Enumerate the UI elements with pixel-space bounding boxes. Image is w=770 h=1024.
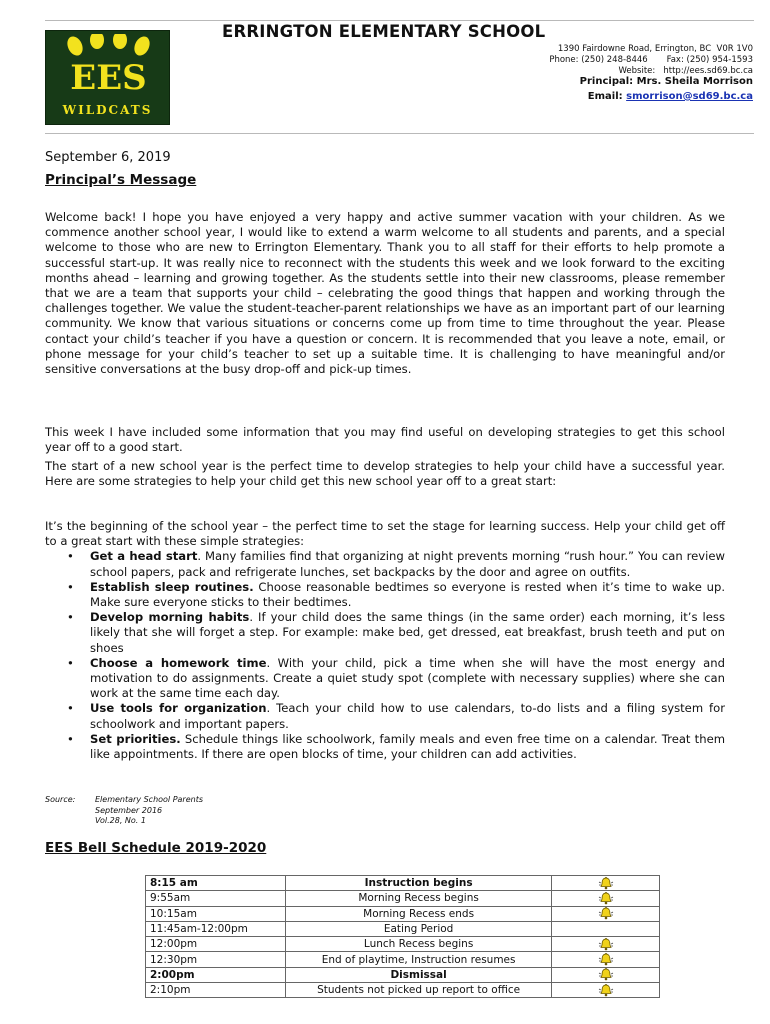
header-top-rule (45, 20, 754, 21)
school-logo (45, 30, 170, 125)
strategies-intro-paragraph (45, 459, 725, 489)
schedule-bell-cell (552, 937, 660, 952)
school-bell-icon (598, 907, 614, 920)
tip-title: Develop morning habits (90, 610, 250, 625)
schedule-row (146, 906, 660, 921)
school-bell-icon (598, 892, 614, 905)
school-bell-icon (598, 984, 614, 997)
schedule-time: 12:00pm (146, 937, 286, 952)
tip-text: . Teach your child how to use calendars, to-do lists and a filing system for schoolwork and important papers. (90, 701, 725, 731)
schedule-time: 2:00pm (146, 967, 286, 982)
tip-item (45, 580, 725, 610)
tip-item (45, 610, 725, 656)
source-label: Source: (45, 795, 76, 804)
schedule-row (146, 921, 660, 936)
tips-section (45, 519, 725, 762)
letter-date: September 6, 2019 (45, 150, 171, 165)
schedule-bell-cell (552, 906, 660, 921)
source-line: September 2016 (95, 805, 163, 815)
tip-title: Use tools for organization (90, 701, 267, 716)
tips-list (45, 549, 725, 762)
school-bell-icon (598, 938, 614, 951)
schedule-row (146, 967, 660, 982)
schedule-bell-cell (552, 876, 660, 891)
schedule-bell-cell (552, 952, 660, 967)
schedule-time: 12:30pm (146, 952, 286, 967)
principal-email-line (580, 89, 753, 104)
paw-print-icon (61, 34, 156, 96)
schedule-event: Morning Recess ends (286, 906, 552, 921)
tip-title: Establish sleep routines. (90, 579, 254, 594)
school-phone-fax: Phone: (250) 248-8446 Fax: (250) 954-1593 (549, 55, 753, 65)
tip-text: . Many families find that organizing at night prevents morning “rush hour.” You can review school papers, pack and refrigerate lunches, set backpacks by the door and agree on outfits. (90, 549, 725, 579)
schedule-event: Eating Period (286, 921, 552, 936)
principal-message-heading: Principal’s Message (45, 172, 197, 188)
tip-item (45, 549, 725, 579)
school-bell-icon (598, 968, 614, 981)
school-address: 1390 Fairdowne Road, Errington, BC V0R 1V0 (557, 44, 753, 54)
school-website: Website: http://ees.sd69.bc.ca (618, 66, 753, 76)
info-paragraph (45, 425, 725, 455)
schedule-bell-cell (552, 891, 660, 906)
schedule-event: Morning Recess begins (286, 891, 552, 906)
schedule-row (146, 937, 660, 952)
header-bottom-rule (45, 133, 754, 134)
bell-schedule-table (145, 875, 660, 998)
schedule-row (146, 891, 660, 906)
schedule-row (146, 952, 660, 967)
schedule-bell-cell (552, 921, 660, 936)
bell-schedule-heading: EES Bell Schedule 2019-2020 (45, 840, 267, 856)
tip-title: Choose a homework time (90, 655, 267, 670)
tip-text: . If your child does the same things (in the same order) each morning, it’s less likely that she will forget a step. For example: make bed, get dressed, eat breakfast, brush teeth and put on shoes (90, 610, 725, 655)
schedule-time: 2:10pm (146, 983, 286, 998)
tip-item (45, 701, 725, 731)
schedule-bell-cell (552, 967, 660, 982)
tip-item (45, 732, 725, 762)
principal-block (580, 74, 753, 104)
school-bell-icon (598, 877, 614, 890)
schedule-event: Lunch Recess begins (286, 937, 552, 952)
message-paragraph: Welcome back! I hope you have enjoyed a very happy and active summer vacation with your children. As we commence another school year, I would like to extend a warm welcome to all students and parents, and a special welcome to those who are new to Errington Elementary. Thank you to all staff for their efforts to help promote a successful start-up. It was really nice to reconnect with the students this week and we look forward to the exciting months ahead – learning and growing together. As the students settle into their new classrooms, please remember that we are a team that supports your child – celebrating the good things that happen and working through the challenges together. We value the student-teacher-parent relationships we have as an important part of our learning community. We know that various situations or concerns come up from time to time throughout the year. Please contact your child’s teacher if you have a question or concern. It is recommended that you leave a note, email, or phone message for your child’s teacher to set up a suitable time. It is challenging to have meaningful and/or sensitive conversations at the busy drop-off and pick-up times. (45, 210, 725, 377)
source-lines (95, 795, 203, 827)
schedule-row (146, 983, 660, 998)
email-label: Email: (587, 91, 623, 102)
schedule-time: 8:15 am (146, 876, 286, 891)
tip-text: Choose reasonable bedtimes so everyone is rested when it’s time to wake up. Make sure everyone sticks to their bedtimes. (90, 579, 726, 610)
schedule-time: 11:45am-12:00pm (146, 921, 286, 936)
school-bell-icon (598, 953, 614, 966)
message-paragraph: The start of a new school year is the perfect time to develop strategies to help your child have a successful year. Here are some strategies to help your child get this new school year off to a great start: (45, 459, 725, 489)
tip-title: Set priorities. (90, 731, 181, 746)
principal-email-link[interactable]: smorrison@sd69.bc.ca (626, 91, 753, 102)
logo-wordmark: WILDCATS (62, 103, 153, 117)
school-contact-block (549, 44, 753, 77)
schedule-event: Instruction begins (286, 876, 552, 891)
tips-intro: It’s the beginning of the school year – the perfect time to set the stage for learning success. Help your child get off to a great start with these simple strategies: (45, 519, 725, 549)
schedule-event: Dismissal (286, 967, 552, 982)
schedule-event: Students not picked up report to office (286, 983, 552, 998)
principal-message-body (45, 210, 725, 377)
school-name: ERRINGTON ELEMENTARY SCHOOL (222, 22, 546, 41)
logo-initials: EES (70, 58, 147, 96)
tip-title: Get a head start (90, 549, 198, 564)
tip-item (45, 656, 725, 702)
schedule-time: 9:55am (146, 891, 286, 906)
schedule-event: End of playtime, Instruction resumes (286, 952, 552, 967)
tip-text: . With your child, pick a time when she will have the most energy and motivation to do assignments. Create a quiet study spot (complete with necessary supplies) where she can work at the same time each day. (90, 655, 725, 701)
tip-text: Schedule things like schoolwork, family meals and even free time on a calendar. Treat them like appointments. If there are open blocks of time, your children can add activities. (90, 731, 725, 762)
schedule-row (146, 876, 660, 891)
schedule-time: 10:15am (146, 906, 286, 921)
source-line: Vol.28, No. 1 (95, 816, 146, 825)
message-paragraph: This week I have included some information that you may find useful on developing strategies to get this school year off to a good start. (45, 425, 725, 455)
schedule-bell-cell (552, 983, 660, 998)
source-line: Elementary School Parents (95, 795, 204, 804)
principal-name: Principal: Mrs. Sheila Morrison (579, 76, 753, 87)
